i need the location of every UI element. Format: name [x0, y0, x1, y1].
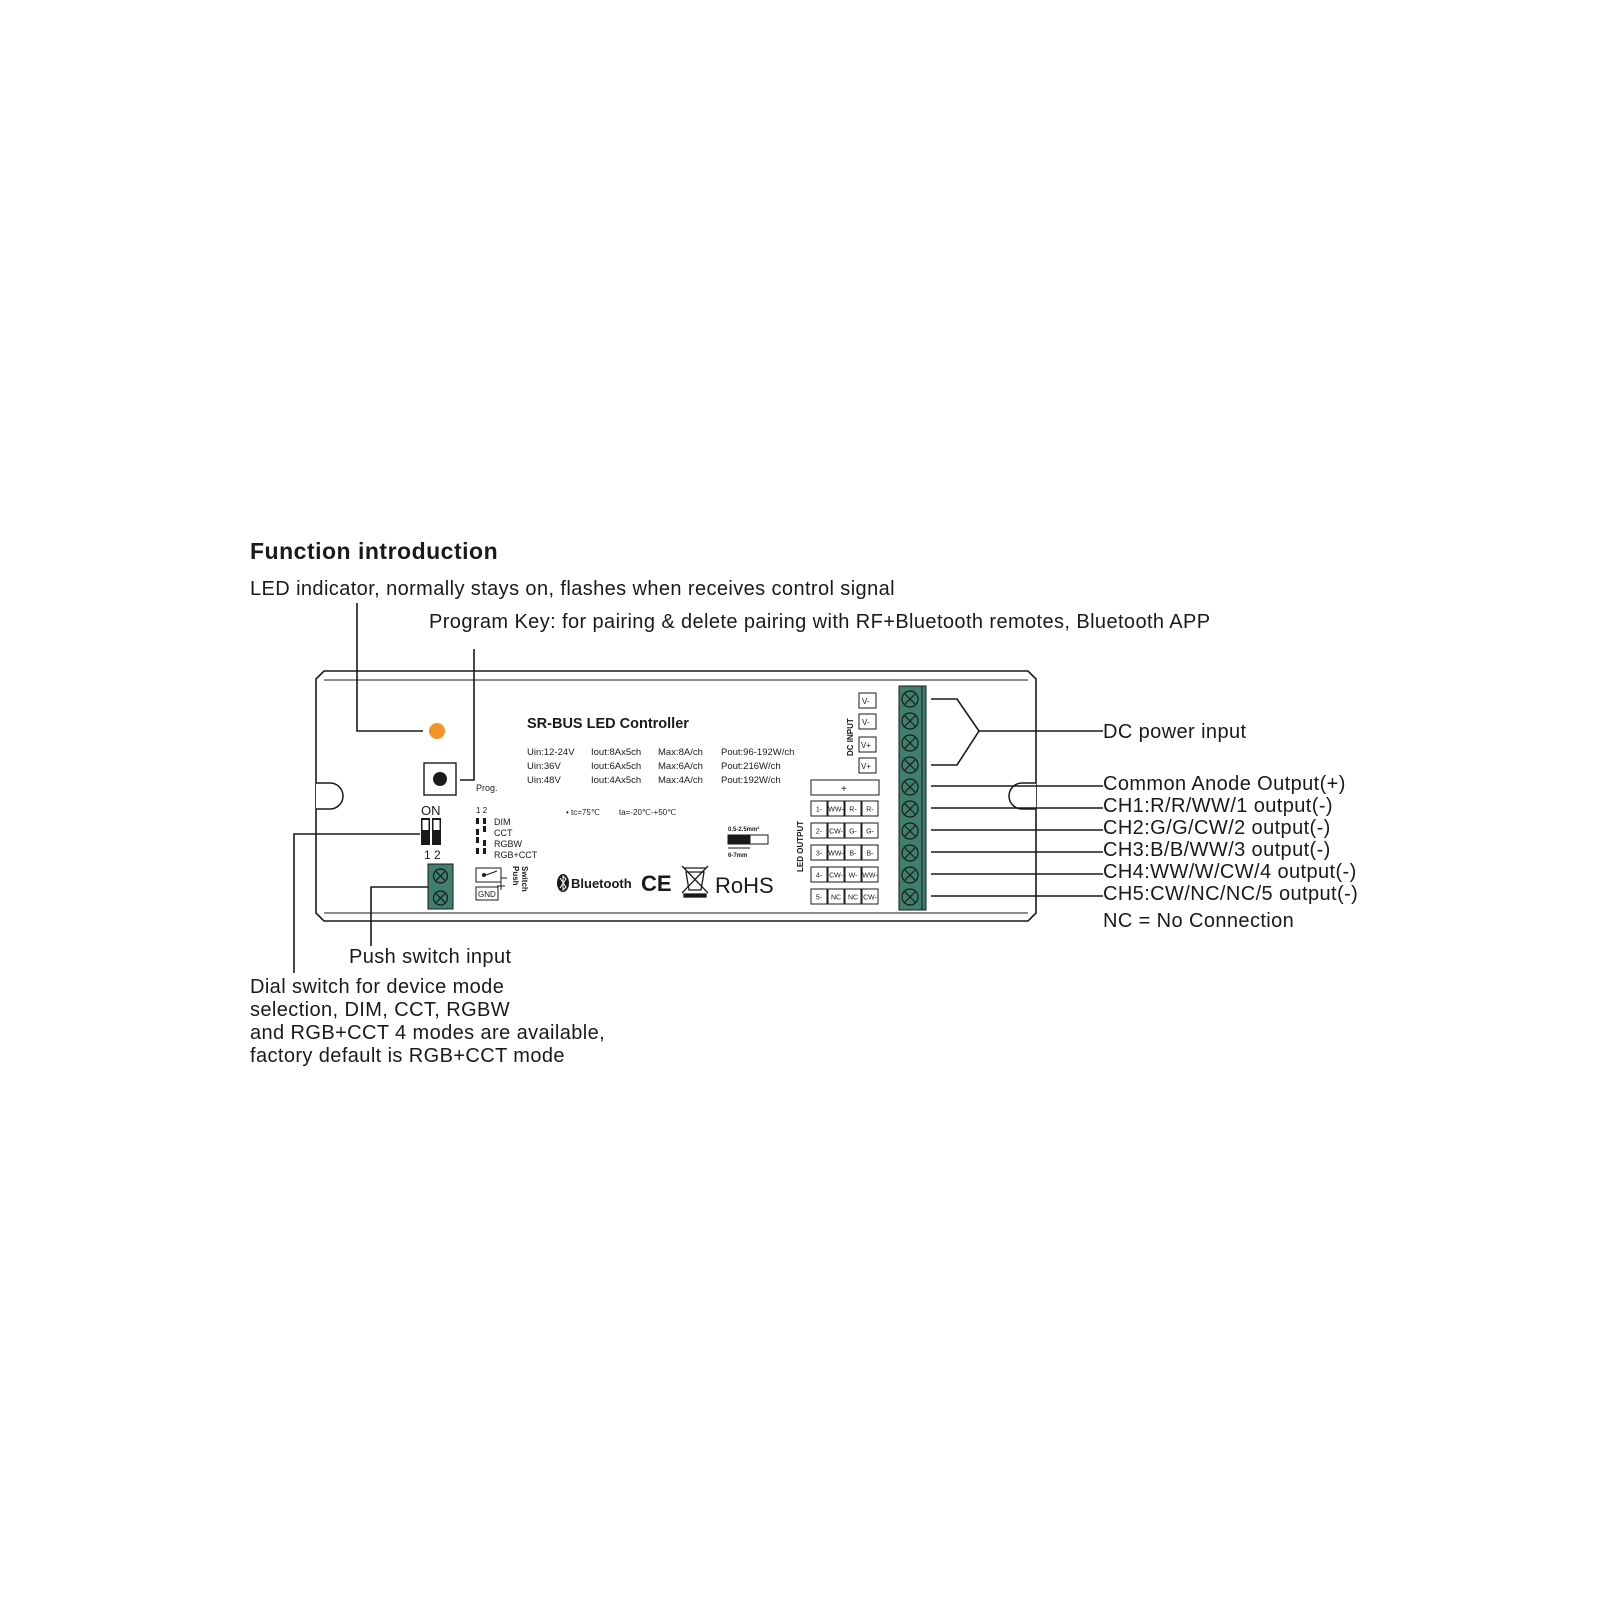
mounting-slot-right — [1009, 783, 1036, 809]
callout-nc-note: NC = No Connection — [1103, 910, 1295, 932]
callout-dial-line-3: and RGB+CCT 4 modes are available, — [250, 1022, 606, 1044]
mode-rgbw: RGBW — [494, 839, 522, 849]
svg-text:Iout:8Ax5ch: Iout:8Ax5ch — [591, 747, 642, 758]
callout-dial-line-1: Dial switch for device mode — [250, 976, 505, 998]
program-key[interactable] — [424, 763, 456, 795]
device-housing — [316, 671, 1036, 921]
dip-switch[interactable] — [421, 818, 441, 845]
temp-ta: ta=-20℃-+50℃ — [619, 808, 677, 817]
dc-input-label: DC INPUT — [846, 718, 855, 756]
weee-bin-icon — [682, 866, 708, 897]
gnd-label: GND — [478, 890, 496, 899]
output-cell-label: R- — [849, 806, 857, 814]
led-indicator — [429, 723, 445, 739]
svg-text:Iout:4Ax5ch: Iout:4Ax5ch — [591, 775, 642, 786]
mode-dim: DIM — [494, 817, 511, 827]
callout-ch4: CH4:WW/W/CW/4 output(-) — [1103, 861, 1357, 883]
push-switch-terminal — [428, 864, 453, 909]
dc-term-3: V+ — [861, 741, 872, 750]
svg-text:Max:8A/ch: Max:8A/ch — [658, 747, 703, 758]
output-cell-label: B- — [866, 850, 874, 858]
output-cell-label: 1- — [815, 806, 823, 814]
svg-text:Pout:216W/ch: Pout:216W/ch — [721, 761, 781, 772]
dip-on-label: ON — [421, 803, 441, 818]
rohs-mark: RoHS — [715, 873, 774, 898]
callout-ch5: CH5:CW/NC/NC/5 output(-) — [1103, 883, 1359, 905]
callout-program-key: Program Key: for pairing & delete pairing with RF+Bluetooth remotes, Bluetooth APP — [429, 611, 1211, 633]
temp-tc: • tc=75℃ — [566, 808, 600, 817]
mounting-slot-left — [316, 783, 343, 809]
svg-text:Uin:48V: Uin:48V — [527, 775, 561, 786]
output-cell-label: B- — [849, 850, 857, 858]
wire-strip-icon — [728, 835, 768, 848]
output-cell-label: W- — [848, 872, 858, 880]
callout-ch2: CH2:G/G/CW/2 output(-) — [1103, 817, 1331, 839]
output-cell-label: WW- — [862, 872, 878, 880]
callout-dial-line-4: factory default is RGB+CCT mode — [250, 1045, 565, 1067]
callout-ch1: CH1:R/R/WW/1 output(-) — [1103, 795, 1333, 817]
callout-ch3: CH3:B/B/WW/3 output(-) — [1103, 839, 1331, 861]
svg-text:Uin:12-24V: Uin:12-24V — [527, 747, 575, 758]
device-name: SR-BUS LED Controller — [527, 716, 689, 732]
output-cell-label: G- — [866, 828, 874, 836]
bluetooth-wordmark: Bluetooth — [571, 876, 632, 891]
output-cell-label: NC — [830, 894, 842, 902]
svg-text:Iout:6Ax5ch: Iout:6Ax5ch — [591, 761, 642, 772]
page-title: Function introduction — [250, 538, 499, 564]
dc-term-1: V- — [862, 697, 870, 706]
wire-spec: 0.5-2.5mm² — [728, 827, 760, 833]
output-cell-label: CW- — [829, 872, 843, 880]
output-cell-label: NC — [847, 894, 859, 902]
output-cell-label: 3- — [815, 850, 823, 858]
leader-lines — [294, 603, 1103, 973]
prog-label: Prog. — [476, 783, 498, 793]
callout-push-switch: Push switch input — [349, 946, 512, 968]
output-cell-label: 2- — [815, 828, 823, 836]
svg-text:Pout:192W/ch: Pout:192W/ch — [721, 775, 781, 786]
output-cell-label: CW- — [829, 828, 843, 836]
led-output-label: LED OUTPUT — [796, 820, 805, 872]
output-cell-label: WW- — [828, 806, 844, 814]
svg-text:Max:4A/ch: Max:4A/ch — [658, 775, 703, 786]
svg-text:Uin:36V: Uin:36V — [527, 761, 561, 772]
svg-text:Pout:96-192W/ch: Pout:96-192W/ch — [721, 747, 795, 758]
common-plus-label: + — [841, 784, 847, 795]
mode-rgbcct: RGB+CCT — [494, 850, 538, 860]
mode-cct: CCT — [494, 828, 513, 838]
svg-text:Max:6A/ch: Max:6A/ch — [658, 761, 703, 772]
output-cell-label: G- — [849, 828, 857, 836]
output-cell-label: 4- — [815, 872, 823, 880]
bluetooth-icon — [557, 874, 569, 892]
output-cell-label: WW- — [828, 850, 844, 858]
output-cell-label: R- — [866, 806, 874, 814]
callout-dial-line-2: selection, DIM, CCT, RGBW — [250, 999, 511, 1021]
dip-numbers: 1 2 — [424, 848, 441, 862]
output-cell-label: 5- — [815, 894, 823, 902]
callout-led-indicator: LED indicator, normally stays on, flashes when receives control signal — [250, 578, 895, 600]
push-label: Push — [511, 866, 520, 886]
callout-dc-power: DC power input — [1103, 721, 1247, 743]
dc-term-2: V- — [862, 718, 870, 727]
spec-table — [527, 747, 794, 786]
dc-term-4: V+ — [861, 762, 872, 771]
ce-mark: CE — [641, 871, 672, 896]
callout-common-anode: Common Anode Output(+) — [1103, 773, 1346, 795]
strip-length: 6-7mm — [728, 853, 748, 859]
mode-icons — [476, 818, 486, 854]
output-cell-label: CW- — [863, 894, 877, 902]
mode-header: 1 2 — [476, 806, 488, 815]
switch-label: Switch — [520, 866, 529, 892]
led-output-grid — [811, 801, 878, 904]
